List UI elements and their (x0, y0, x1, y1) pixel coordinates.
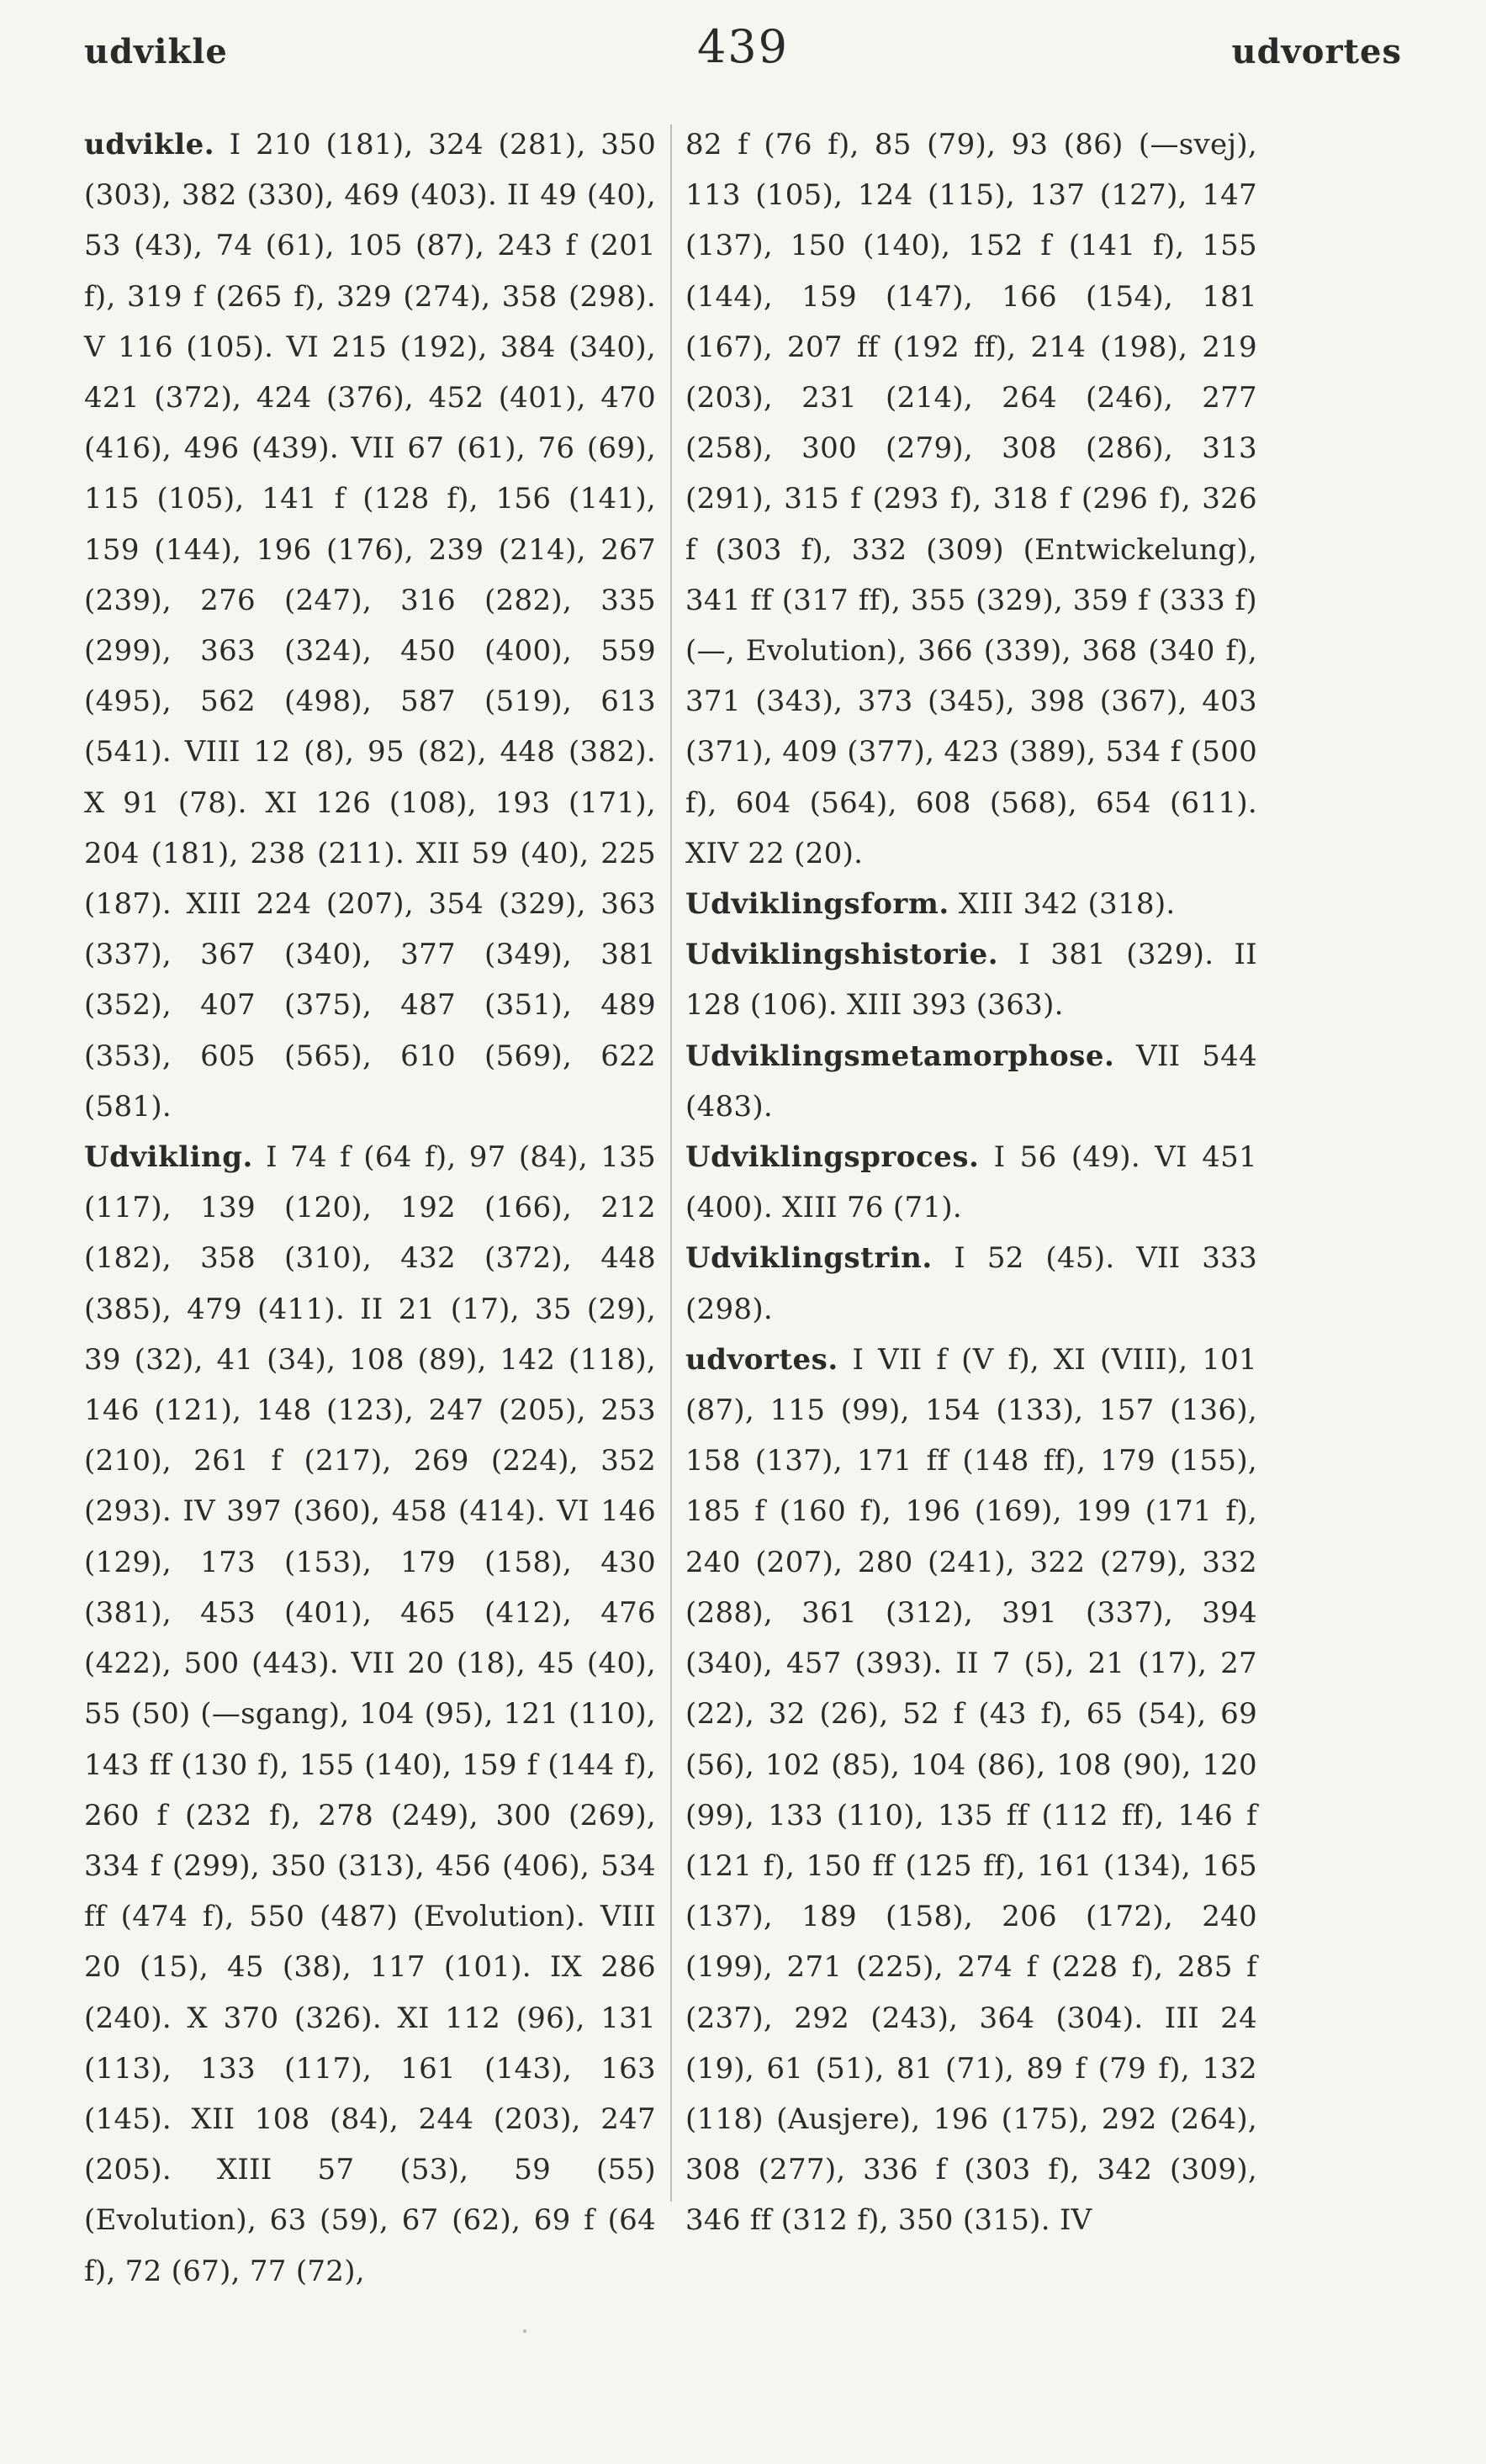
index-entry (685, 879, 1257, 929)
entry-references: I 52 (45). VII 333 (298). (685, 1241, 1257, 1326)
entry-references: I 381 (329). II 128 (106). XIII 393 (363). (685, 938, 1257, 1023)
entry-references: I 210 (181), 324 (281), 350 (303), 382 (330), 469 (403). II 49 (40), 53 (43), 74 (61), 105 (87), 243 f (201 f), 319 f (265 f), 329 (274), 358 (298). V 116 (105). VI 215 (192), 384 (340), 421 (372), 424 (376), 452 (401), 470 (416), 496 (439). VII 67 (61), 76 (69), 115 (105), 141 f (128 f), 156 (141), 159 (144), 196 (176), 239 (214), 267 (239), 276 (247), 316 (282), 335 (299), 363 (324), 450 (400), 559 (495), 562 (498), 587 (519), 613 (541). VIII 12 (8), 95 (82), 448 (382). X 91 (78). XI 126 (108), 193 (171), 204 (181), 238 (211). XII 59 (40), 225 (187). XIII 224 (207), 354 (329), 363 (337), 367 (340), 377 (349), 381 (352), 407 (375), 487 (351), 489 (353), 605 (565), 610 (569), 622 (581). (84, 128, 656, 1124)
entry-headword: Udviklingstrin. (685, 1241, 933, 1276)
entry-references: I 56 (49). VI 451 (400). XIII 76 (71). (685, 1140, 1257, 1225)
index-entry-continuation (685, 119, 1257, 879)
index-entry (685, 929, 1257, 1030)
entry-headword: Udviklingsproces. (685, 1140, 980, 1175)
page-number: 439 (696, 20, 790, 73)
right-column (685, 119, 1257, 2246)
entry-references: VII 544 (483). (685, 1039, 1257, 1124)
paper-speck (523, 2329, 526, 2333)
entry-headword: Udviklingsmetamorphose. (685, 1039, 1115, 1073)
column-divider (670, 124, 672, 2202)
index-entry (84, 119, 656, 1132)
index-entry (685, 1132, 1257, 1233)
entry-references: I VII f (V f), XI (VIII), 101 (87), 115 (99), 154 (133), 157 (136), 158 (137), 171 ff (148 ff), 179 (155), 185 f (160 f), 196 (169), 199 (171 f), 240 (207), 280 (241), 322 (279), 332 (288), 361 (312), 391 (337), 394 (340), 457 (393). II 7 (5), 21 (17), 27 (22), 32 (26), 52 f (43 f), 65 (54), 69 (56), 102 (85), 104 (86), 108 (90), 120 (99), 133 (110), 135 ff (112 ff), 146 f (121 f), 150 ff (125 ff), 161 (134), 165 (137), 189 (158), 206 (172), 240 (199), 271 (225), 274 f (228 f), 285 f (237), 292 (243), 364 (304). III 24 (19), 61 (51), 81 (71), 89 f (79 f), 132 (118) (Ausjere), 196 (175), 292 (264), 308 (277), 336 f (303 f), 342 (309), 346 ff (312 f), 350 (315). IV (685, 1342, 1257, 2238)
entry-references: XIII 342 (318). (949, 887, 1176, 922)
index-entry (685, 1335, 1257, 2246)
entry-headword: Udvikling. (84, 1140, 253, 1175)
entry-headword: udvortes. (685, 1342, 838, 1377)
running-head-left: udvikle (84, 32, 228, 71)
running-head-right: udvortes (1231, 32, 1402, 71)
index-entry (685, 1031, 1257, 1132)
entry-headword: Udviklingsform. (685, 887, 949, 922)
index-entry (84, 1132, 656, 2297)
page-header (84, 13, 1402, 89)
entry-references: I 74 f (64 f), 97 (84), 135 (117), 139 (120), 192 (166), 212 (182), 358 (310), 432 (372), 448 (385), 479 (411). II 21 (17), 35 (29), 39 (32), 41 (34), 108 (89), 142 (118), 146 (121), 148 (123), 247 (205), 253 (210), 261 f (217), 269 (224), 352 (293). IV 397 (360), 458 (414). VI 146 (129), 173 (153), 179 (158), 430 (381), 453 (401), 465 (412), 476 (422), 500 (443). VII 20 (18), 45 (40), 55 (50) (—sgang), 104 (95), 121 (110), 143 ff (130 f), 155 (140), 159 f (144 f), 260 f (232 f), 278 (249), 300 (269), 334 f (299), 350 (313), 456 (406), 534 ff (474 f), 550 (487) (Evolution). VIII 20 (15), 45 (38), 117 (101). IX 286 (240). X 370 (326). XI 112 (96), 131 (113), 133 (117), 161 (143), 163 (145). XII 108 (84), 244 (203), 247 (205). XIII 57 (53), 59 (55) (Evolution), 63 (59), 67 (62), 69 f (64 f), 72 (67), 77 (72), (84, 1140, 656, 2288)
entry-headword: udvikle. (84, 128, 215, 161)
index-entry (685, 1233, 1257, 1334)
left-column (84, 119, 656, 2297)
entry-headword: Udviklingshistorie. (685, 938, 999, 972)
entry-references: 82 f (76 f), 85 (79), 93 (86) (—svej), 113 (105), 124 (115), 137 (127), 147 (137), 150 (140), 152 f (141 f), 155 (144), 159 (147), 166 (154), 181 (167), 207 ff (192 ff), 214 (198), 219 (203), 231 (214), 264 (246), 277 (258), 300 (279), 308 (286), 313 (291), 315 f (293 f), 318 f (296 f), 326 f (303 f), 332 (309) (Entwickelung), 341 ff (317 ff), 355 (329), 359 f (333 f) (—, Evolution), 366 (339), 368 (340 f), 371 (343), 373 (345), 398 (367), 403 (371), 409 (377), 423 (389), 534 f (500 f), 604 (564), 608 (568), 654 (611). XIV 22 (20). (685, 128, 1257, 870)
